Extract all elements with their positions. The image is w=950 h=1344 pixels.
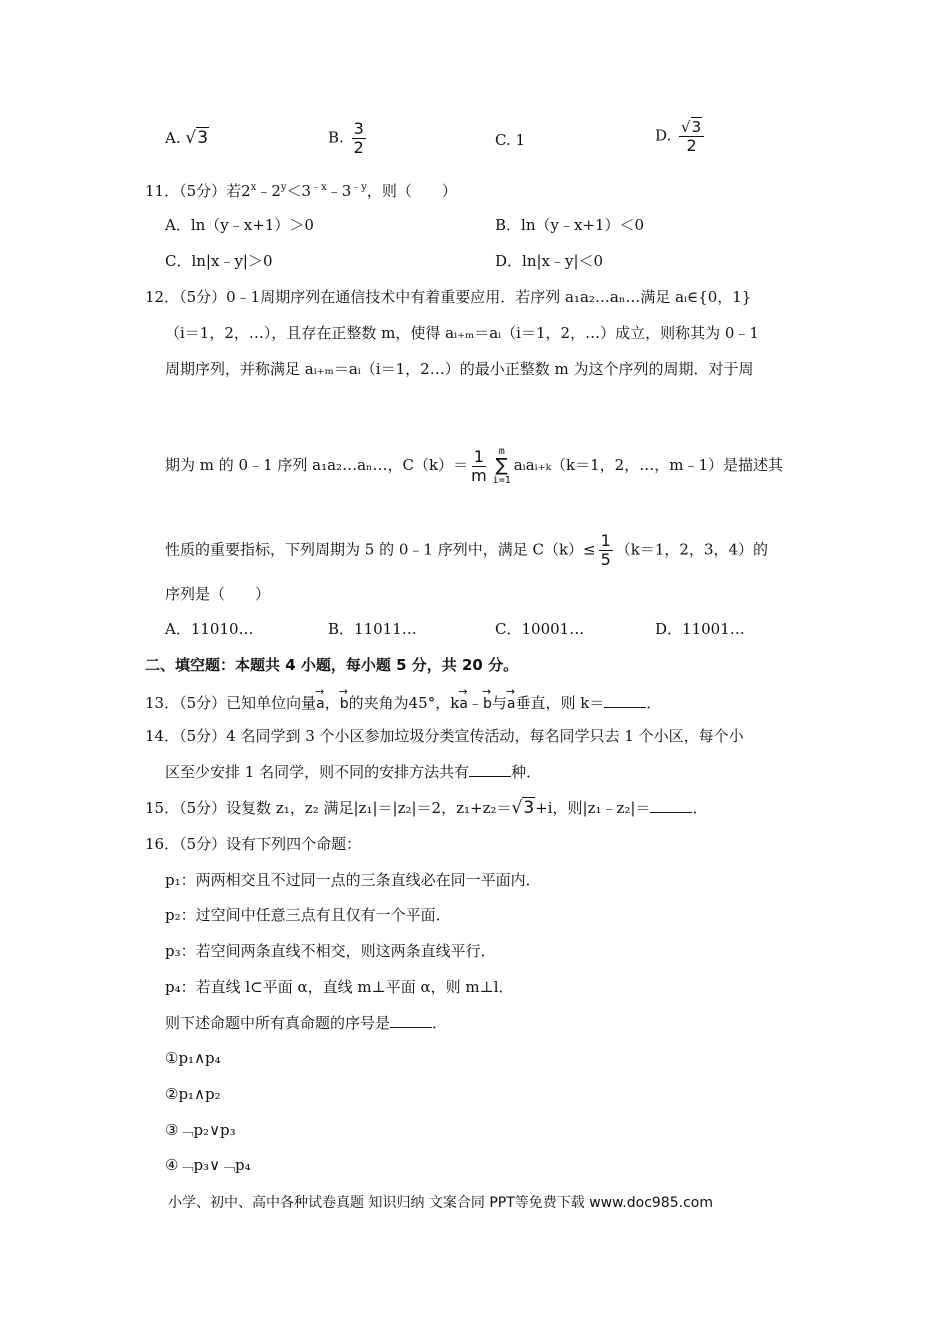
q10-option-c: C. 1 (495, 131, 526, 149)
q12-line-6: 序列是（ ） (165, 585, 271, 603)
answer-blank (390, 1013, 432, 1028)
q16-option-1: ①p₁∧p₄ (165, 1049, 221, 1067)
answer-blank (469, 762, 511, 777)
q14-line-2: 区至少安排 1 名同学，则不同的安排方法共有 种． (165, 763, 542, 781)
q12-line-5: 性质的重要指标，下列周期为 5 的 0﹣1 序列中，满足 C（k）≤ $\frac{1}{5}$ （k＝1，2，3，4）的 (165, 531, 769, 569)
answer-blank (650, 798, 692, 813)
q11-stem: 11．（5分）若$2^x﹣2^y<3^{﹣x}﹣3^{﹣y}$，则（ ） (145, 182, 457, 200)
q11-option-d: D．ln|x﹣y|＜0 (495, 252, 604, 270)
q16-option-2: ②p₁∧p₂ (165, 1085, 221, 1103)
vector-b: → b (483, 690, 492, 714)
section-heading: 二、填空题：本题共 4 小题，每小题 5 分，共 20 分。 (145, 656, 519, 674)
vector-b: → b (340, 690, 349, 714)
q16-p4: p₄：若直线 l⊂平面 α，直线 m⊥平面 α，则 m⊥l． (165, 978, 514, 996)
fraction: $\frac{√3}{2}$ (679, 118, 704, 155)
q15-stem: 15．（5分）设复数 z₁，z₂ 满足|z₁|＝|z₂|＝2，z₁+z₂＝√3+i，则|z₁﹣z₂|＝ ． (145, 798, 708, 818)
fraction: $\frac{1}{5}$ (600, 531, 611, 569)
q16-p3: p₃：若空间两条直线不相交，则这两条直线平行． (165, 942, 496, 960)
vector-a: → a (507, 690, 516, 714)
q16-stem: 16．（5分）设有下列四个命题： (145, 835, 362, 853)
q16-option-4: ④﹁p₃∨﹁p₄ (165, 1156, 251, 1174)
q10-option-d: D. $\frac{√3}{2}$ (655, 118, 707, 155)
q11-option-a: A．ln（y﹣x+1）＞0 (165, 216, 314, 234)
q16-option-3: ③﹁p₂∨p₃ (165, 1121, 236, 1139)
q12-option-d: D．11001… (655, 620, 745, 638)
answer-blank (604, 693, 646, 708)
q12-option-b: B．11011… (328, 620, 417, 638)
q16-p2: p₂：过空间中任意三点有且仅有一个平面． (165, 906, 451, 924)
q12-line-2: （i＝1，2，…），且存在正整数 m，使得 aᵢ₊ₘ＝aᵢ（i＝1，2，…）成立，则称其为 0﹣1 (165, 324, 759, 342)
q12-option-a: A．11010… (165, 620, 254, 638)
q12-line-3: 周期序列，并称满足 aᵢ₊ₘ＝aᵢ（i＝1，2…）的最小正整数 m 为这个序列的周期．对于周 (165, 360, 754, 378)
fraction: $\frac{1}{m}$ (471, 446, 487, 485)
q10-option-b: B. $\frac{3}{2}$ (328, 119, 364, 157)
fraction: $\frac{3}{2}$ (353, 119, 364, 157)
q12-option-c: C．10001… (495, 620, 585, 638)
q13-stem: 13．（5分）已知单位向量→ a，→ b的夹角为45°，k→ a﹣→ b与→ a垂直，则 k＝ ． (145, 690, 661, 714)
sqrt-symbol: √3 (511, 798, 535, 818)
sigma-symbol: m ∑ i=1 (492, 446, 511, 486)
q14-line-1: 14．（5分）4 名同学到 3 个小区参加垃圾分类宣传活动，每名同学只去 1 个小区，每个小 (145, 727, 744, 745)
sqrt-symbol: √3 (185, 128, 209, 148)
q12-line-1: 12．（5分）0﹣1周期序列在通信技术中有着重要应用．若序列 a₁a₂…aₙ…满足 aᵢ∈{0，1} (145, 288, 752, 306)
q16-p1: p₁：两两相交且不过同一点的三条直线必在同一平面内． (165, 871, 541, 889)
q11-option-b: B．ln（y﹣x+1）＜0 (495, 216, 645, 234)
q16-ask: 则下述命题中所有真命题的序号是 ． (165, 1014, 448, 1032)
vector-a: → a (459, 690, 468, 714)
q11-option-c: C．ln|x﹣y|＞0 (165, 252, 273, 270)
q10-option-a: A. √3 (165, 128, 209, 148)
q12-line-4: 期为 m 的 0﹣1 序列 a₁a₂…aₙ…，C（k）＝ $\frac{1}{m}$ m ∑ i=1 aᵢaᵢ₊ₖ（k＝1，2，…，m﹣1）是描述其 (165, 446, 783, 486)
footer-banner: 小学、初中、高中各种试卷真题 知识归纳 文案合同 PPT等免费下载 www.doc985.com (168, 1195, 713, 1211)
vector-a: → a (316, 690, 325, 714)
